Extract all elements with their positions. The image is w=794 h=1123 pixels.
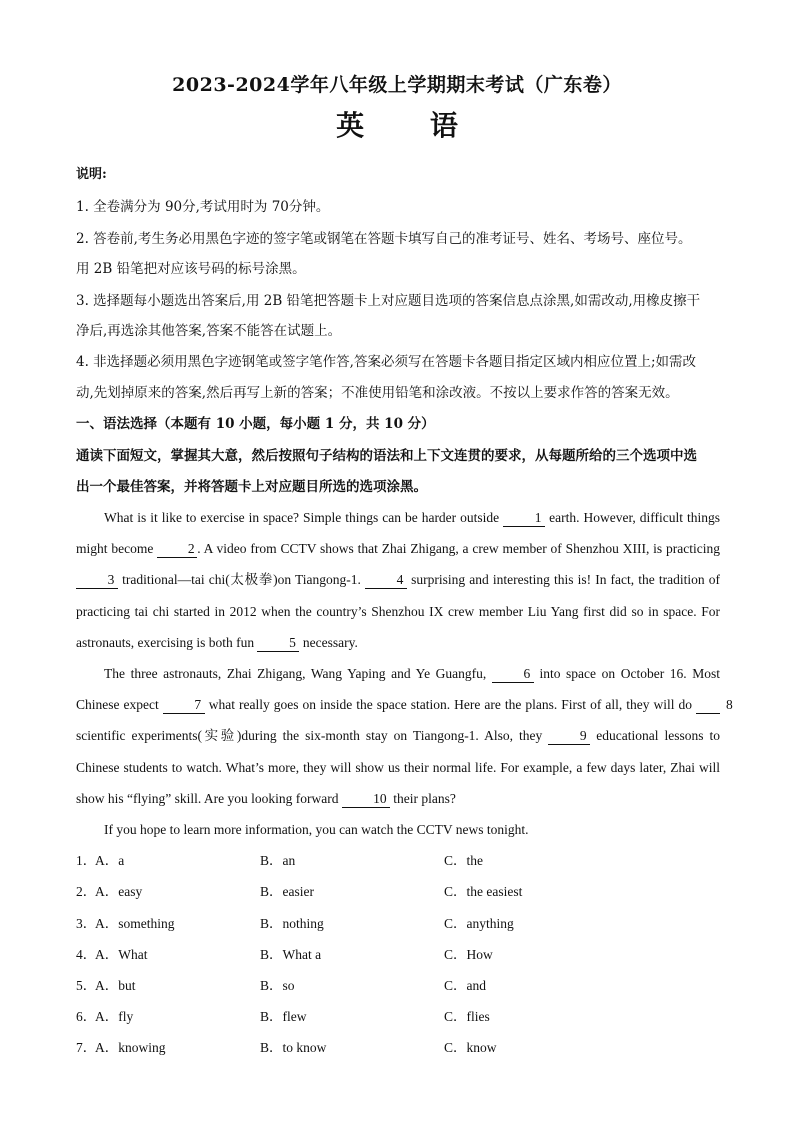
option-a[interactable]: A．fly xyxy=(95,1009,134,1024)
option-b[interactable]: B．flew xyxy=(260,1009,307,1024)
notes-heading: 说明: xyxy=(76,167,107,182)
question-number: 5． xyxy=(76,978,97,993)
option-c[interactable]: C．the xyxy=(444,853,483,868)
section-instruction: 通读下面短文，掌握其大意，然后按照句子结构的语法和上下文连贯的要求，从每题所给的三个选项中选 xyxy=(76,448,697,464)
option-b[interactable]: B．What a xyxy=(260,947,322,962)
question-options-row xyxy=(76,880,726,904)
option-a[interactable]: A．but xyxy=(95,978,136,993)
passage-paragraph-2: The three astronauts, Zhai Zhigang, Wang Yaping and Ye Guangfu, 6 into space on October 16. Most Chinese expect 7 what really goes on inside the space station. Here are the plans. First of all, they will do 8 scientific experiments(实验)during the six-month stay on Tiangong-1. Also, they 9 educational lessons to Chinese students to watch. What’s more, they will show us their normal life. For example, a few days later, Zhai will show his “flying” skill. Are you looking forward 10 their plans? xyxy=(76,666,733,806)
question-options-row xyxy=(76,943,726,967)
passage-paragraph-3: If you hope to learn more information, you can watch the CCTV news tonight. xyxy=(104,822,529,838)
option-a[interactable]: A．a xyxy=(95,853,125,868)
blank-10[interactable]: 10 xyxy=(342,791,390,808)
blank-2[interactable]: 2 xyxy=(157,541,197,558)
option-c[interactable]: C．anything xyxy=(444,916,514,931)
blank-7[interactable]: 7 xyxy=(163,697,205,714)
option-b[interactable]: B．easier xyxy=(260,884,314,899)
section-instruction: 出一个最佳答案，并将答题卡上对应题目所选的选项涂黑。 xyxy=(76,479,427,495)
blank-5[interactable]: 5 xyxy=(257,635,299,652)
question-options-row xyxy=(76,1005,726,1029)
option-a[interactable]: A．What xyxy=(95,947,148,962)
option-a[interactable]: A．knowing xyxy=(95,1040,166,1055)
option-c[interactable]: C．and xyxy=(444,978,486,993)
question-options-row xyxy=(76,912,726,936)
exam-title: 2023-2024学年八年级上学期期末考试（广东卷） xyxy=(172,74,622,96)
question-number: 3． xyxy=(76,916,97,931)
blank-8[interactable]: 8 xyxy=(696,697,720,714)
note-line: 2. 答卷前,考生务必用黑色字迹的签字笔或钢笔在答题卡填写自己的准考证号、姓名、考场号、座位号。 xyxy=(76,231,692,247)
note-line: 3. 选择题每小题选出答案后,用 2B 铅笔把答题卡上对应题目选项的答案信息点涂黑,如需改动,用橡皮擦干 xyxy=(76,293,701,309)
question-number: 6． xyxy=(76,1009,97,1024)
section-heading: 一、语法选择（本题有 10 小题，每小题 1 分，共 10 分） xyxy=(76,416,435,432)
option-a[interactable]: A．easy xyxy=(95,884,143,899)
option-a[interactable]: A．something xyxy=(95,916,175,931)
note-line: 4. 非选择题必须用黑色字迹钢笔或签字笔作答,答案必须写在答题卡各题目指定区域内相应位置上;如需改 xyxy=(76,354,697,370)
blank-6[interactable]: 6 xyxy=(492,666,534,683)
passage-paragraph-1: What is it like to exercise in space? Simple things can be harder outside 1 earth. However, difficult things might become 2 . A video from CCTV shows that Zhai Zhigang, a crew member of Shenzhou XIII, is practicing 3 traditional—tai chi(太极拳)on Tiangong-1. 4 surprising and interesting this is! In fact, the tradition of practicing tai chi started in 2012 when the country’s Shenzhou IX crew member Liu Yang first did so in space. For astronauts, exercising is both fun 5 necessary. xyxy=(76,510,721,650)
question-options-row xyxy=(76,849,726,873)
note-line: 1. 全卷满分为 90分,考试用时为 70分钟。 xyxy=(76,199,330,215)
option-b[interactable]: B．an xyxy=(260,853,296,868)
question-number: 1． xyxy=(76,853,97,868)
passage xyxy=(76,502,733,845)
note-line: 用 2B 铅笔把对应该号码的标号涂黑。 xyxy=(76,261,306,277)
question-options-row xyxy=(76,974,726,998)
option-c[interactable]: C．the easiest xyxy=(444,884,523,899)
question-number: 7． xyxy=(76,1040,97,1055)
blank-3[interactable]: 3 xyxy=(76,572,118,589)
option-b[interactable]: B．so xyxy=(260,978,295,993)
blank-4[interactable]: 4 xyxy=(365,572,407,589)
question-number: 4． xyxy=(76,947,97,962)
blank-9[interactable]: 9 xyxy=(548,728,590,745)
option-c[interactable]: C．know xyxy=(444,1040,497,1055)
question-number: 2． xyxy=(76,884,97,899)
note-line: 动,先划掉原来的答案,然后再写上新的答案；不准使用铅笔和涂改液。不按以上要求作答的答案无效。 xyxy=(76,385,679,401)
note-line: 净后,再选涂其他答案,答案不能答在试题上。 xyxy=(76,323,342,339)
option-c[interactable]: C．flies xyxy=(444,1009,490,1024)
option-c[interactable]: C．How xyxy=(444,947,493,962)
option-b[interactable]: B．to know xyxy=(260,1040,327,1055)
blank-1[interactable]: 1 xyxy=(503,510,545,527)
question-options-row xyxy=(76,1036,726,1060)
option-b[interactable]: B．nothing xyxy=(260,916,324,931)
subject-title: 英 语 xyxy=(336,109,486,142)
